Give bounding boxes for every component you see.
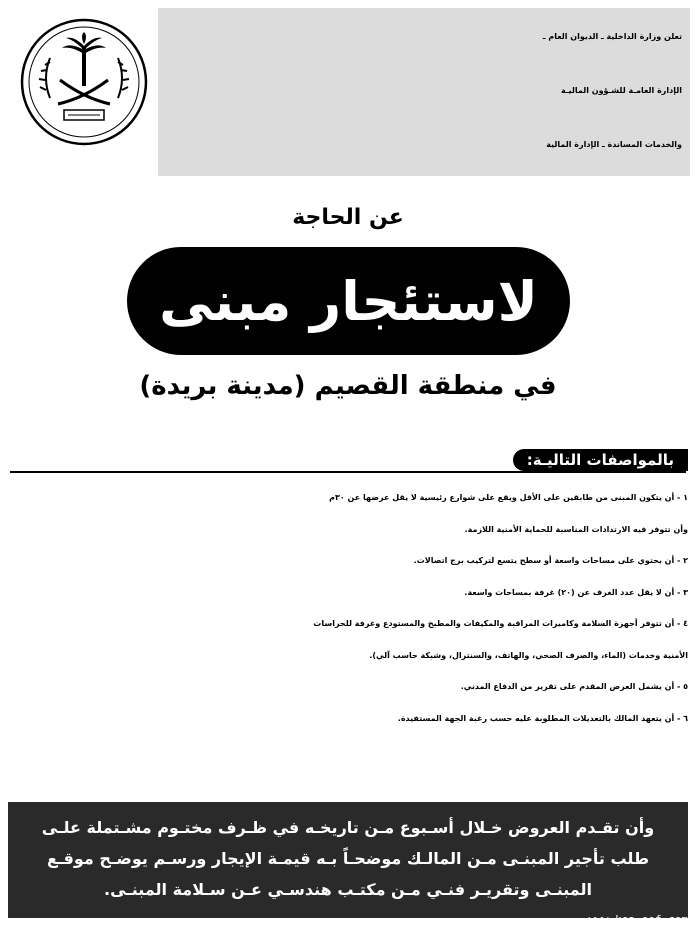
spec-line: ٤ - أن تتوفر أجهزة السلامة وكاميرات المراقبة والمكيفات والمطبخ والمستودع وغرفة للحراسات (313, 619, 688, 628)
spec-line: وأن تتوفر فيه الارتدادات المناسبة للحماية الأمنية اللازمة. (464, 524, 688, 534)
spec-line: الأمنية وخدمات (الماء، والصرف الصحي، والهاتف، والسنترال، وشبكة حاسب آلي). (369, 650, 688, 660)
spec-line: ٢ - أن يحتوي على مساحات واسعة أو سطح يتسع لتركيب برج اتصالات. (413, 556, 688, 565)
footer-line: المبنـى وتقريـر فنـي مـن مكتـب هندسـي عـن سـلامة المبنـى. (104, 880, 592, 899)
saudi-emblem-palm-swords-icon (20, 18, 148, 146)
specs-label: بالمواصفات التاليـة: (513, 449, 688, 471)
header-text (166, 10, 682, 172)
header-line-1: تعلن وزارة الداخلية ـ الديوان العام ـ (542, 32, 682, 41)
subtitle: عن الحاجة (292, 205, 404, 230)
spec-line: ٣ - أن لا يقل عدد الغرف عن (٢٠) غرفة بمساحات واسعة. (464, 587, 688, 597)
specs-list (8, 482, 688, 734)
header-line-2: الإدارة العامـة للشـؤون الماليـة (560, 86, 682, 95)
footer-line: طلب تأجير المبنـى مـن المالـك موضحـاً بـه قيمـة الإيجار ورسـم يوضـح موقـع (46, 849, 650, 868)
watermark-link[interactable]: www.ksa-sef.com (588, 913, 688, 926)
title-banner (127, 247, 570, 355)
divider (10, 471, 686, 473)
location: في منطقة القصيم (مدينة بريدة) (139, 371, 557, 401)
spec-line: ٥ - أن يشمل العرض المقدم على تقرير من الدفاع المدني. (460, 682, 688, 691)
footer-line: وأن تقـدم العروض خـلال أسـبوع مـن تاريخـه في ظـرف مختـوم مشـتملة علـى (41, 818, 655, 837)
main-title: لاستئجار مبنى (159, 269, 538, 333)
footer-box (8, 802, 688, 918)
spec-line: ٦ - أن يتعهد المالك بالتعديلات المطلوبة عليه حسب رغبة الجهة المستفيدة. (397, 713, 688, 723)
header-line-3: والخدمات المساندة ـ الإدارة المالية (546, 140, 682, 149)
spec-line: ١ - أن يتكون المبنى من طابقين على الأقل ويقع على شوارع رئيسية لا يقل عرضها عن ٣٠م (329, 493, 688, 502)
